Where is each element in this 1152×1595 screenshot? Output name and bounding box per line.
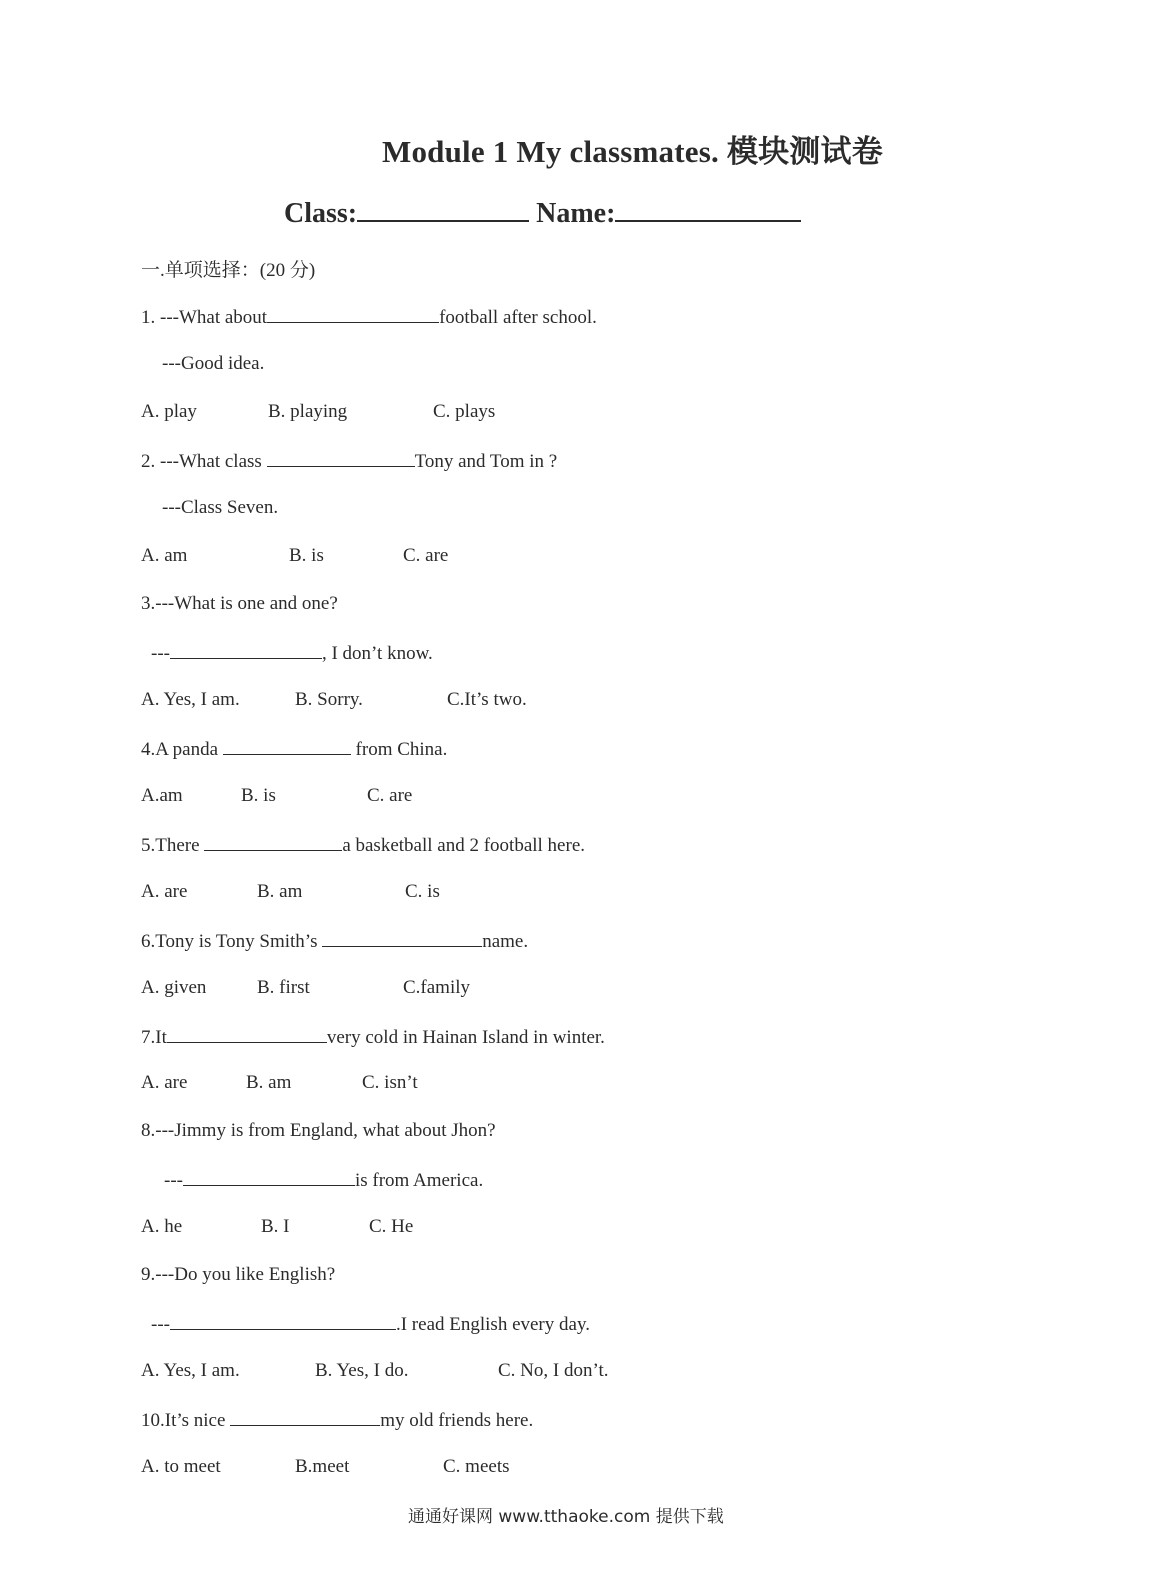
answer-blank[interactable] [223,735,351,755]
option-b[interactable]: B. playing [268,401,348,422]
question-1: 1. ---What about football after school. [141,303,597,329]
answer-blank[interactable] [204,831,342,851]
option-a[interactable]: A. play [141,401,197,422]
question-3-reply: --- , I don’t know. [151,639,433,665]
answer-blank[interactable] [167,1023,327,1043]
option-a[interactable]: A. am [141,545,188,566]
class-blank[interactable] [357,194,529,222]
answer-blank[interactable] [322,927,482,947]
name-label: Name: [536,198,616,229]
option-a[interactable]: A. to meet [141,1456,221,1477]
answer-blank[interactable] [183,1166,355,1186]
answer-blank[interactable] [267,447,415,467]
question-6-options [141,975,741,1001]
question-6: 6.Tony is Tony Smith’s name. [141,927,528,953]
option-c[interactable]: C. meets [443,1456,510,1477]
question-9: 9.---Do you like English? [141,1264,336,1285]
question-5-options [141,879,741,905]
option-a[interactable]: A.am [141,785,183,806]
option-b[interactable]: B. I [261,1216,290,1237]
question-9-reply: --- .I read English every day. [151,1310,590,1336]
option-b[interactable]: B. first [257,977,310,998]
option-c[interactable]: C. isn’t [362,1072,418,1093]
option-c[interactable]: C.family [403,977,471,998]
option-b[interactable]: B. Sorry. [295,689,363,710]
answer-blank[interactable] [267,303,439,323]
question-7: 7.It very cold in Hainan Island in winter. [141,1023,605,1049]
option-b[interactable]: B. is [289,545,324,566]
option-c[interactable]: C. No, I don’t. [498,1360,609,1381]
question-2: 2. ---What class Tony and Tom in ? [141,447,557,473]
question-4-options [141,783,741,809]
option-b[interactable]: B. Yes, I do. [315,1360,409,1381]
option-a[interactable]: A. Yes, I am. [141,1360,240,1381]
class-label: Class: [284,198,358,229]
option-b[interactable]: B. am [246,1072,292,1093]
question-2-options [141,543,741,569]
class-name-row [284,194,801,230]
option-a[interactable]: A. he [141,1216,183,1237]
option-c[interactable]: C. is [405,881,440,902]
option-c[interactable]: C. are [367,785,413,806]
option-c[interactable]: C. plays [433,401,496,422]
question-9-options [141,1358,741,1384]
question-1-reply: ---Good idea. [162,353,265,374]
question-3: 3.---What is one and one? [141,593,338,614]
option-a[interactable]: A. Yes, I am. [141,689,240,710]
page-title: Module 1 My classmates. 模块测试卷 [382,134,883,169]
question-10-options [141,1454,741,1480]
answer-blank[interactable] [230,1406,380,1426]
question-2-reply: ---Class Seven. [162,497,279,518]
question-10: 10.It’s nice my old friends here. [141,1406,533,1432]
answer-blank[interactable] [170,1310,396,1330]
question-3-options [141,687,741,713]
option-c[interactable]: C.It’s two. [447,689,527,710]
question-5: 5.There a basketball and 2 football here. [141,831,585,857]
question-4: 4.A panda from China. [141,735,447,761]
option-a[interactable]: A. are [141,881,188,902]
question-8-options [141,1214,741,1240]
option-b[interactable]: B. is [241,785,276,806]
question-8-reply: --- is from America. [164,1166,483,1192]
answer-blank[interactable] [170,639,322,659]
option-c[interactable]: C. are [403,545,449,566]
name-blank[interactable] [615,194,801,222]
option-a[interactable]: A. are [141,1072,188,1093]
option-a[interactable]: A. given [141,977,207,998]
footer-credit: 通通好课网 www.tthaoke.com 提供下载 [408,1507,724,1527]
section-title: 一.单项选择：(20 分) [141,260,316,281]
question-7-options [141,1070,741,1096]
option-b[interactable]: B. am [257,881,303,902]
question-1-options [141,399,741,425]
option-b[interactable]: B.meet [295,1456,350,1477]
option-c[interactable]: C. He [369,1216,414,1237]
question-8: 8.---Jimmy is from England, what about Jhon? [141,1120,496,1141]
